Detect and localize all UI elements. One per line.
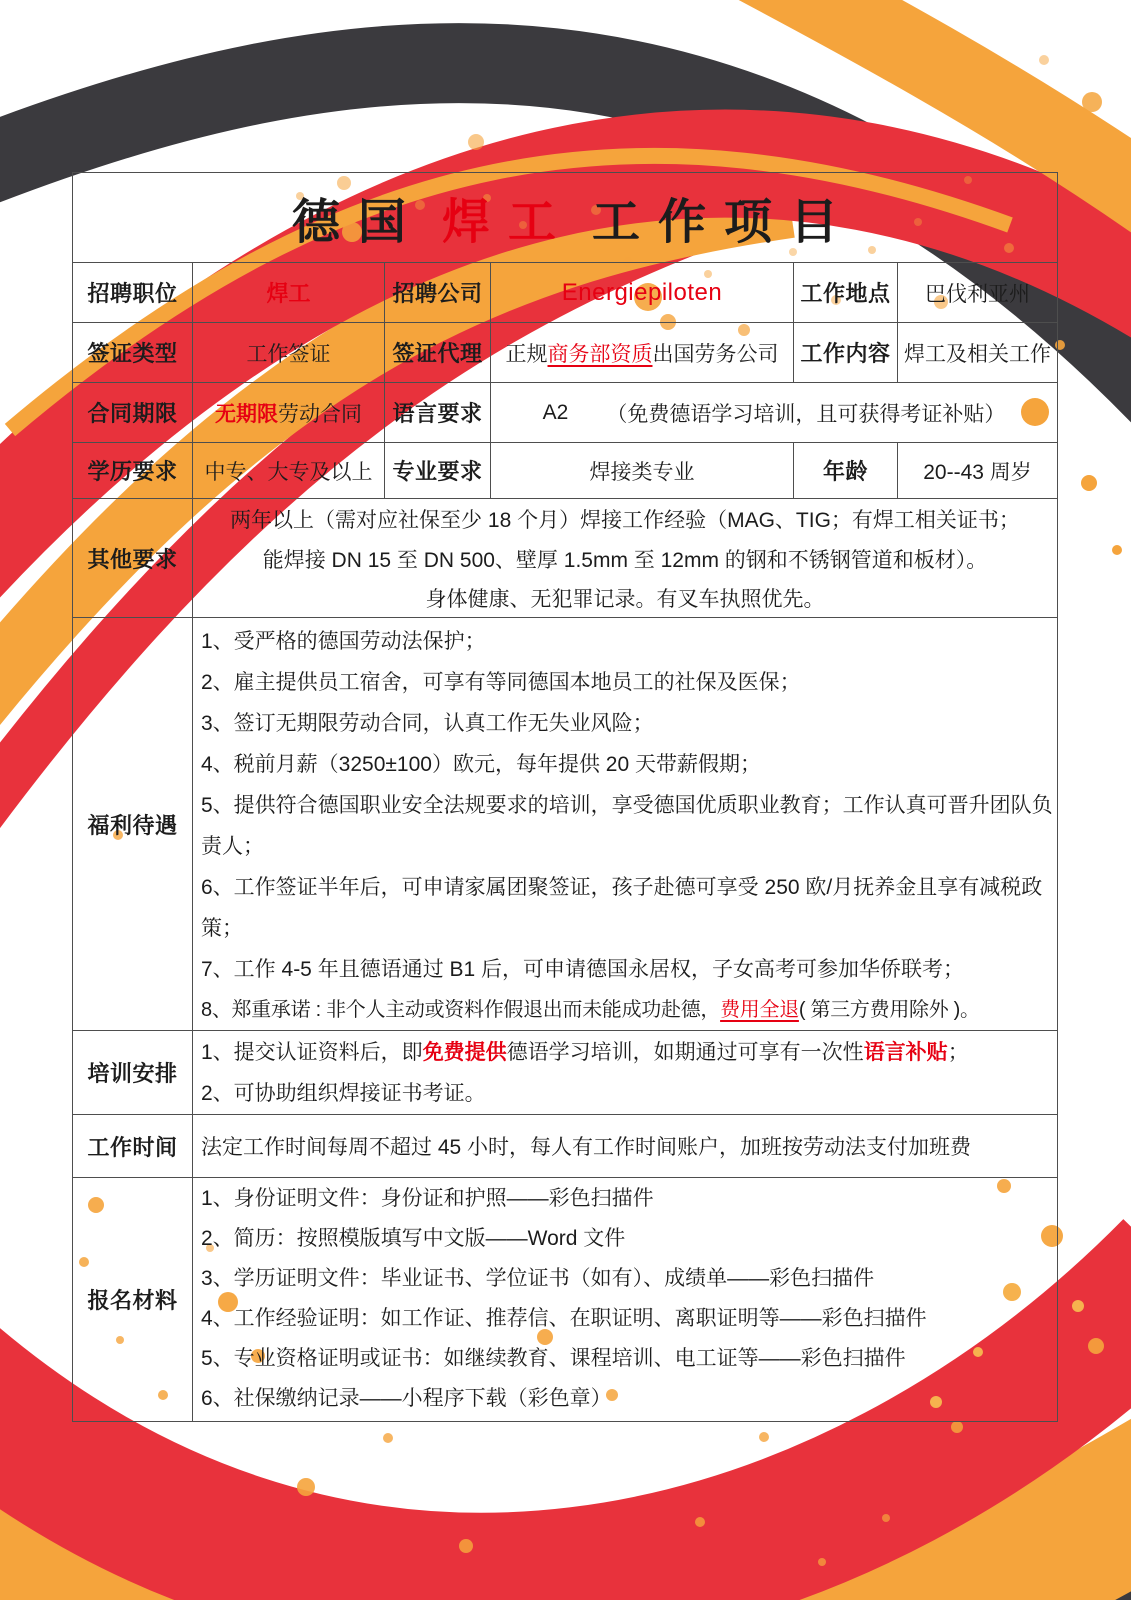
row-training: [73, 1031, 1057, 1115]
training-highlight-free: 免费提供: [422, 1041, 507, 1064]
training-post: ；: [947, 1041, 969, 1064]
value-location: 巴伐利亚州: [898, 263, 1057, 323]
material-item: 6、社保缴纳记录——小程序下载（彩色章）: [201, 1387, 612, 1410]
row-benefits: [73, 618, 1057, 1031]
label-position: 招聘职位: [73, 263, 193, 323]
label-contract: 合同期限: [73, 383, 193, 443]
training-pre: 1、提交认证资料后，即: [201, 1041, 423, 1064]
contract-post: 劳动合同: [278, 402, 362, 426]
guarantee-pre: 8、郑重承诺 : 非个人主动或资料作假退出而未能成功赴德，: [201, 999, 721, 1021]
training-mid: 德语学习培训，如期通过可享有一次性: [506, 1041, 864, 1064]
benefit-item: 6、工作签证半年后，可申请家属团聚签证，孩子赴德可享受 250 欧/月抚养金且享有减税政策；: [201, 876, 1043, 940]
value-major: 焊接类专业: [491, 443, 794, 499]
material-item: 2、简历：按照模版填写中文版——Word 文件: [201, 1227, 626, 1250]
label-education: 学历要求: [73, 443, 193, 499]
value-work-content: 焊工及相关工作: [898, 323, 1057, 383]
value-contract: [193, 383, 385, 443]
value-visa-agent: [491, 323, 794, 383]
value-materials: [193, 1178, 1057, 1421]
contract-highlight: 无期限: [215, 402, 278, 426]
material-item: 4、工作经验证明：如工作证、推荐信、在职证明、离职证明等——彩色扫描件: [201, 1307, 927, 1330]
material-item: 5、专业资格证明或证书：如继续教育、课程培训、电工证等——彩色扫描件: [201, 1347, 906, 1370]
label-visa-type: 签证类型: [73, 323, 193, 383]
language-note: （免费德语学习培训，且可获得考证补贴）: [606, 402, 1006, 426]
label-company: 招聘公司: [385, 263, 491, 323]
row-education: [73, 443, 1057, 499]
label-other-requirements: 其他要求: [73, 499, 193, 618]
label-visa-agent: 签证代理: [385, 323, 491, 383]
value-worktime: 法定工作时间每周不超过 45 小时，每人有工作时间账户，加班按劳动法支付加班费: [193, 1115, 1057, 1178]
label-language: 语言要求: [385, 383, 491, 443]
title-part-2: 工作项目: [592, 196, 857, 249]
training-highlight-subsidy: 语言补贴: [863, 1041, 948, 1064]
material-item: 3、学历证明文件：毕业证书、学位证书（如有）、成绩单——彩色扫描件: [201, 1267, 875, 1290]
training-item-1: [201, 1032, 1053, 1073]
row-other-requirements: [73, 499, 1057, 618]
guarantee-post: ( 第三方费用除外 )。: [798, 999, 980, 1021]
label-training: 培训安排: [73, 1031, 193, 1115]
benefit-item: 1、受严格的德国劳动法保护；: [201, 630, 486, 653]
training-item-2: 2、可协助组织焊接证书考证。: [201, 1082, 486, 1105]
value-benefits: [193, 618, 1057, 1031]
value-education: 中专、大专及以上: [193, 443, 385, 499]
value-age: 20--43 周岁: [898, 443, 1057, 499]
label-age: 年龄: [794, 443, 898, 499]
visa-agent-pre: 正规: [505, 342, 548, 366]
visa-agent-post: 出国劳务公司: [652, 342, 779, 366]
material-item: 1、身份证明文件：身份证和护照——彩色扫描件: [201, 1187, 654, 1210]
label-work-content: 工作内容: [794, 323, 898, 383]
label-materials: 报名材料: [73, 1178, 193, 1421]
row-contract: [73, 383, 1057, 443]
job-info-table: [72, 172, 1058, 1422]
benefit-item: 2、雇主提供员工宿舍，可享有等同德国本地员工的社保及医保；: [201, 671, 801, 694]
benefit-item: 5、提供符合德国职业安全法规要求的培训，享受德国优质职业教育；工作认真可晋升团队负责人；: [201, 794, 1053, 858]
title-part-1: 德国: [291, 196, 424, 249]
row-materials: [73, 1178, 1057, 1421]
row-position: [73, 263, 1057, 323]
value-visa-type: 工作签证: [193, 323, 385, 383]
other-req-line: 能焊接 DN 15 至 DN 500、壁厚 1.5mm 至 12mm 的钢和不锈钢管道和板材）。: [262, 548, 988, 572]
row-worktime: [73, 1115, 1057, 1178]
benefit-item: 3、签订无期限劳动合同，认真工作无失业风险；: [201, 712, 654, 735]
value-position: 焊工: [193, 263, 385, 323]
label-benefits: 福利待遇: [73, 618, 193, 1031]
label-worktime: 工作时间: [73, 1115, 193, 1178]
title-part-red: 焊工: [441, 196, 574, 249]
label-major: 专业要求: [385, 443, 491, 499]
title-row: [73, 173, 1057, 263]
guarantee-highlight: 费用全退: [720, 999, 799, 1021]
value-other-requirements: [193, 499, 1057, 618]
visa-agent-highlight: 商务部资质: [547, 342, 653, 366]
benefit-item-guarantee: [201, 990, 1053, 1031]
page-title: [73, 173, 1057, 263]
benefit-item: 7、工作 4-5 年且德语通过 B1 后，可申请德国永居权，子女高考可参加华侨联考；: [201, 958, 965, 981]
language-level: A2: [542, 400, 569, 424]
value-language: [491, 383, 1057, 443]
label-location: 工作地点: [794, 263, 898, 323]
value-company: Energiepiloten: [491, 263, 794, 323]
other-req-line: 两年以上（需对应社保至少 18 个月）焊接工作经验（MAG、TIG；有焊工相关证书；: [230, 509, 1020, 532]
other-req-line: 身体健康、无犯罪记录。有叉车执照优先。: [425, 588, 825, 611]
row-visa: [73, 323, 1057, 383]
value-training: [193, 1031, 1057, 1115]
benefit-item: 4、税前月薪（3250±100）欧元，每年提供 20 天带薪假期；: [201, 753, 761, 776]
